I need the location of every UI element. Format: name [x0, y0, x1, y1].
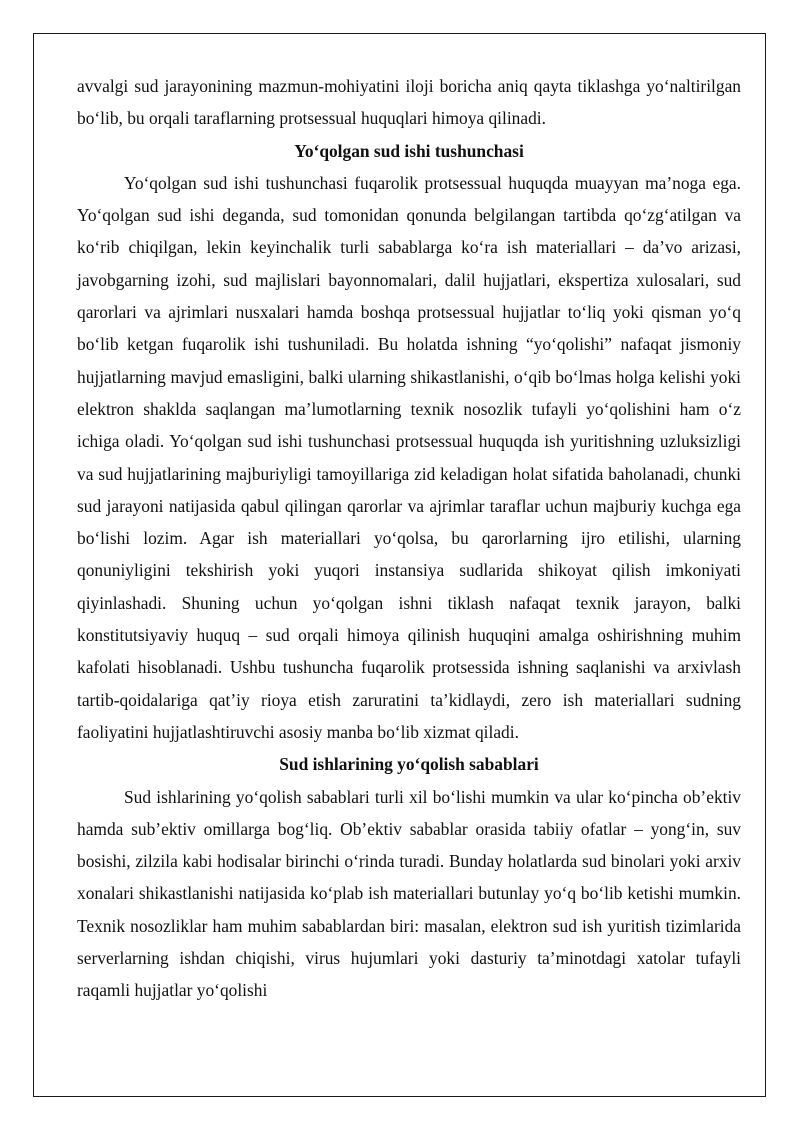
document-body	[77, 70, 741, 1007]
section-heading-lost-case-concept: Yo‘qolgan sud ishi tushunchasi	[294, 140, 524, 161]
paragraph-lost-case-concept: Yo‘qolgan sud ishi tushunchasi fuqarolik protsessual huquqda muayyan ma’noga ega. Yo‘qolgan sud ishi deganda, sud tomonidan qonunda belgilangan tartibda qo‘zg‘atilgan va ko‘rib chiqilgan, lekin keyinchalik turli sabablarga ko‘ra ish materiallari – da’vo arizasi, javobgarning izohi, sud majlislari bayonnomalari, dalil hujjatlari, ekspertiza xulosalari, sud qarorlari va ajrimlari nusxalari hamda boshqa protsessual hujjatlar to‘liq yoki qisman yo‘q bo‘lib ketgan fuqarolik ishi tushuniladi. Bu holatda ishning “yo‘qolishi” nafaqat jismoniy hujjatlarning mavjud emasligini, balki ularning shikastlanishi, o‘qib bo‘lmas holga kelishi yoki elektron shaklda saqlangan ma’lumotlarning texnik nosozlik tufayli yo‘qolishini ham o‘z ichiga oladi. Yo‘qolgan sud ishi tushunchasi protsessual huquqda ish yuritishning uzluksizligi va sud hujjatlarining majburiyligi tamoyillariga zid keladigan holat sifatida baholanadi, chunki sud jarayoni natijasida qabul qilingan qarorlar va ajrimlar taraflar uchun majburiy kuchga ega bo‘lishi lozim. Agar ish materiallari yo‘qolsa, bu qarorlarning ijro etilishi, ularning qonuniyligini tekshirish yoki yuqori instansiya sudlarida shikoyat qilish imkoniyati qiyinlashadi. Shuning uchun yo‘qolgan ishni tiklash nafaqat texnik jarayon, balki konstitutsiyaviy huquq – sud orqali himoya qilinish huquqini amalga oshirishning muhim kafolati hisoblanadi. Ushbu tushuncha fuqarolik protsessida ishning saqlanishi va arxivlash tartib-qoidalariga qat’iy rioya etish zaruratini ta’kidlaydi, zero ish materiallari sudning faoliyatini hujjatlashtiruvchi asosiy manba bo‘lib xizmat qiladi.	[77, 172, 741, 742]
paragraph-continuation: avvalgi sud jarayonining mazmun-mohiyatini iloji boricha aniq qayta tiklashga yo‘naltirilgan bo‘lib, bu orqali taraflarning protsessual huquqlari himoya qilinadi.	[77, 76, 741, 129]
paragraph-loss-reasons: Sud ishlarining yo‘qolish sabablari turli xil bo‘lishi mumkin va ular ko‘pincha ob’ektiv hamda sub’ektiv omillarga bog‘liq. Ob’ektiv sabablar orasida tabiiy ofatlar – yong‘in, suv bosishi, zilzila kabi hodisalar birinchi o‘rinda turadi. Bunday holatlarda sud binolari yoki arxiv xonalari shikastlanishi natijasida ko‘plab ish materiallari butunlay yo‘q bo‘lib ketishi mumkin. Texnik nosozliklar ham muhim sabablardan biri: masalan, elektron sud ish yuritish tizimlarida serverlarning ishdan chiqishi, virus hujumlari yoki dasturiy ta’minotdagi xatolar tufayli raqamli hujjatlar yo‘qolishi	[77, 786, 741, 1001]
section-heading-loss-reasons: Sud ishlarining yo‘qolish sabablari	[279, 754, 539, 775]
